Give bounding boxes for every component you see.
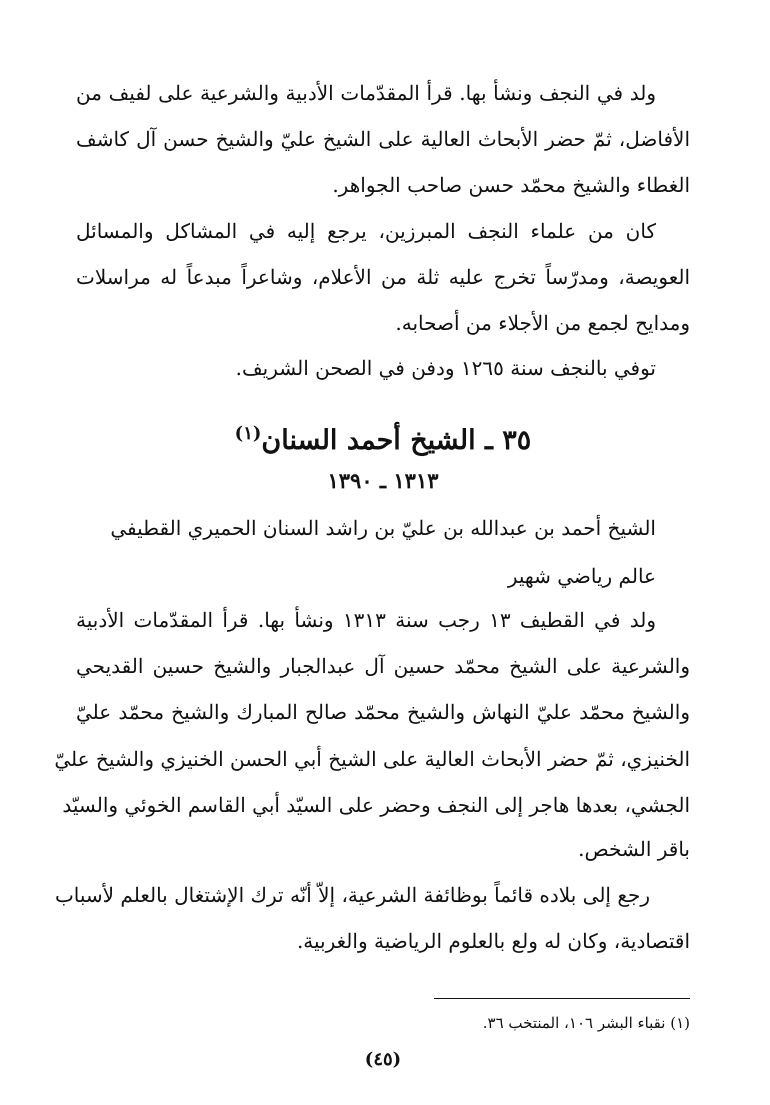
paragraph-4-line-1: ولد في القطيف ١٣ رجب سنة ١٣١٣ ونشأ بها. قرأ المقدّمات الأدبية bbox=[76, 608, 656, 632]
bio-line-2: عالم رياضي شهير bbox=[507, 564, 656, 588]
paragraph-4-line-4: الخنيزي، ثمّ حضر الأبحاث العالية على الشيخ أبي الحسن الخنيزي والشيخ عليّ bbox=[54, 747, 690, 771]
bio-line-1: الشيخ أحمد بن عبدالله بن عليّ بن راشد السنان الحميري القطيفي bbox=[110, 516, 656, 540]
paragraph-4-line-2: والشرعية على الشيخ محمّد حسين آل عبدالجبار والشيخ حسين القديحي bbox=[76, 654, 690, 678]
paragraph-1-line-2: الأفاضل، ثمّ حضر الأبحاث العالية على الشيخ عليّ والشيخ حسن آل كاشف bbox=[76, 127, 690, 151]
paragraph-5-line-2: اقتصادية، وكان له ولع بالعلوم الرياضية والغربية. bbox=[296, 929, 690, 953]
footnote-reference: (١) bbox=[234, 423, 262, 444]
paragraph-2-line-3: ومدايح لجمع من الأجلاء من أصحابه. bbox=[395, 311, 690, 335]
page-number: (٤٥) bbox=[364, 1049, 402, 1070]
entry-heading bbox=[76, 414, 690, 461]
paragraph-1-line-3: الغطاء والشيخ محمّد حسن صاحب الجواهر. bbox=[332, 173, 690, 197]
paragraph-2-line-1: كان من علماء النجف المبرزين، يرجع إليه في المشاكل والمسائل bbox=[76, 219, 656, 243]
footnote-separator bbox=[434, 998, 690, 999]
paragraph-4-line-3: والشيخ محمّد عليّ النهاش والشيخ محمّد صالح المبارك والشيخ محمّد عليّ bbox=[76, 700, 690, 724]
paragraph-4-line-5: الجشي، بعدها هاجر إلى النجف وحضر على السيّد أبي القاسم الخوئي والسيّد bbox=[62, 793, 690, 817]
entry-title: ٣٥ ـ الشيخ أحمد السنان bbox=[261, 425, 532, 456]
paragraph-2-line-2: العويصة، ومدرّساً تخرج عليه ثلة من الأعلام، وشاعراً مبدعاً له مراسلات bbox=[76, 265, 690, 289]
entry-years: ١٣١٣ ـ ١٣٩٠ bbox=[327, 468, 439, 493]
footnote: (١) نقباء البشر ١٠٦، المنتخب ٣٦. bbox=[482, 1014, 690, 1032]
document-page bbox=[54, 0, 690, 1105]
paragraph-4-line-6: باقر الشخص. bbox=[578, 837, 690, 861]
paragraph-3: توفي بالنجف سنة ١٢٦٥ ودفن في الصحن الشريف. bbox=[235, 356, 656, 380]
paragraph-5-line-1: رجع إلى بلاده قائماً بوظائفة الشرعية، إلاّ أنّه ترك الإشتغال بالعلم لأسباب bbox=[54, 883, 650, 907]
paragraph-1-line-1: ولد في النجف ونشأ بها. قرأ المقدّمات الأدبية والشرعية على لفيف من bbox=[76, 81, 656, 105]
